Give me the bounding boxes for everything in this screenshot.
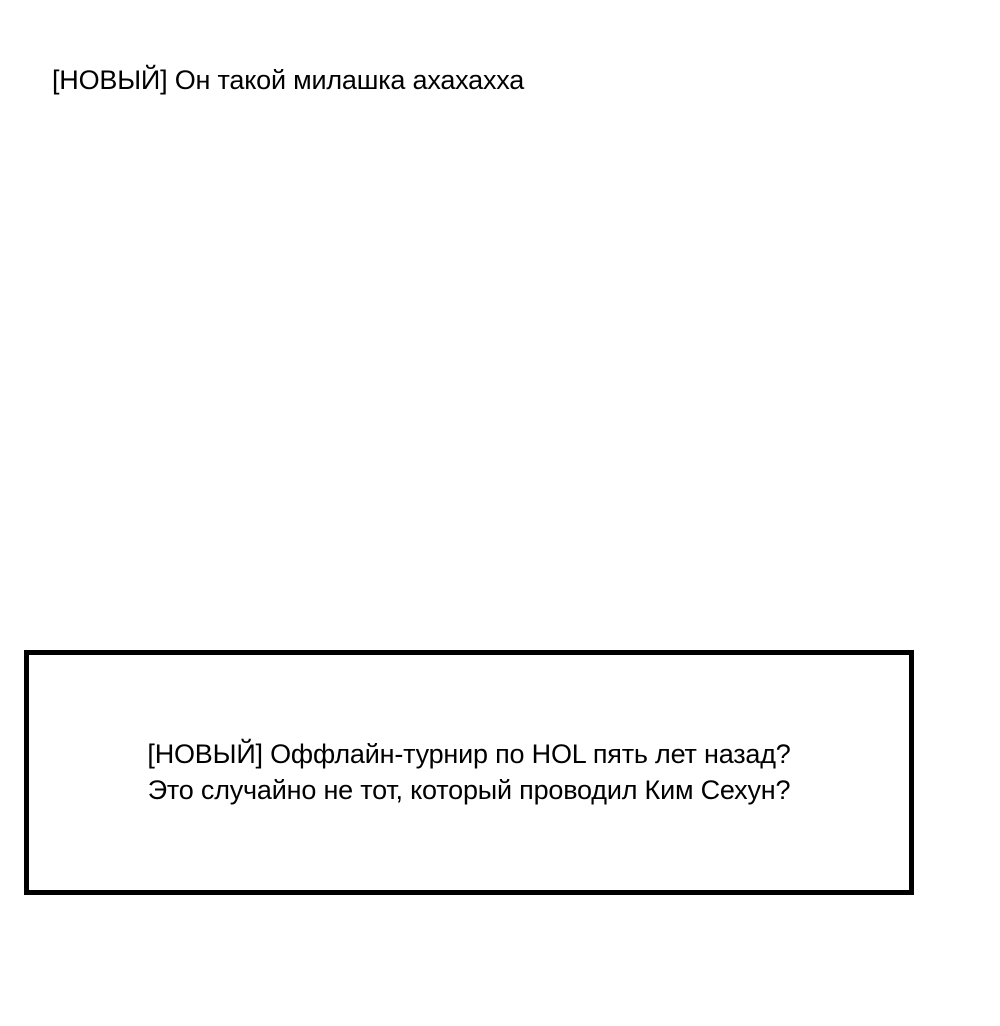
- caption-line-2: Это случайно не тот, который проводил Ким Сехун?: [147, 775, 791, 805]
- top-comment-text: [НОВЫЙ] Он такой милашка ахахахха: [52, 65, 525, 95]
- caption-box: [24, 650, 914, 895]
- caption-text: [29, 736, 909, 808]
- caption-line-1: [НОВЫЙ] Оффлайн-турнир по HOL пять лет назад?: [147, 739, 791, 769]
